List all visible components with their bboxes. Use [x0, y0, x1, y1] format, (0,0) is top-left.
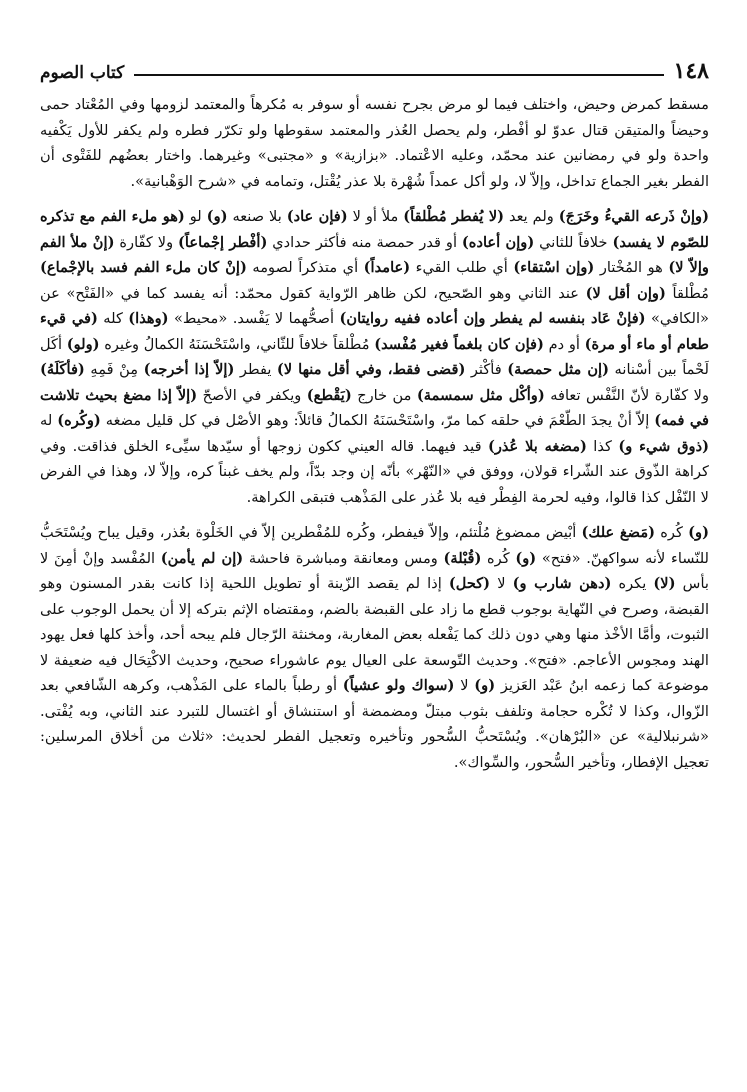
commentary-text: ملأ أو لا — [347, 208, 404, 225]
matn-text: (وإن أقل لا) — [585, 284, 666, 302]
header-rule — [134, 74, 663, 76]
commentary-text: أصحُّهما لا يَفْسد. «محيط» — [168, 310, 340, 327]
commentary-text: له — [40, 412, 58, 429]
commentary-text: من خارج — [351, 386, 417, 404]
commentary-text: هو المُخْتار — [594, 259, 669, 276]
commentary-text: كُره — [481, 549, 516, 567]
matn-text: (فإنْ عَاد بنفسه لم يفطر وإن أعاده ففيه روايتان) — [339, 310, 646, 327]
commentary-text: مُطْلقاً — [665, 284, 709, 302]
commentary-text: مُطْلقاً خلافاً للثّاني، واسْتَحْسَنَهُ الكمالُ وغيره — [99, 335, 375, 353]
matn-text: (مَضغ علك) — [581, 524, 656, 541]
matn-text: (وإنْ ذَرعه القيءُ وخَرَجَ) — [558, 208, 709, 225]
commentary-text: كُره — [655, 524, 689, 541]
matn-text: (إنْ ملأ الفم وإلاّ لا) — [40, 233, 709, 276]
matn-text: (كحل) — [448, 575, 491, 592]
matn-text: (فإن عاد) — [286, 208, 348, 225]
matn-text: (لا يُفطر مُطْلقاً) — [403, 208, 505, 225]
matn-text: (إنْ كان ملء الفم فسد بالإجْماع) — [40, 259, 247, 276]
page-number: ١٤٨ — [673, 58, 709, 84]
commentary-text: وحديث التّوسعة على العيال يوم عاشوراء صحيح، وحديث الاكْتِحَال فيه ضعيفة لا موضوعة كما زعمه ابنُ عَبْد العَزيز — [40, 651, 709, 694]
commentary-text: ومس ومعانقة ومباشرة فاحشة — [243, 549, 444, 567]
matn-text: (مضغه بلا عُذر) — [487, 437, 587, 455]
commentary-text: كذا — [586, 437, 619, 455]
matn-text: (دهن شارب و) — [512, 575, 612, 592]
matn-text: (يَقْطع) — [306, 386, 352, 404]
matn-text: (و) — [474, 677, 496, 694]
commentary-text: المُفْسد وإنْ أمِنَ لا بأس — [40, 549, 709, 592]
commentary-text: ولم يعد — [504, 208, 559, 225]
commentary-text: أو دم — [543, 335, 585, 353]
matn-text: (وأكْل مثل سمسمة) — [416, 386, 545, 404]
commentary-text: لا — [454, 677, 475, 694]
commentary-text: إلاّ أنْ يجدَ الطّعْمَ في حلقه كما مرّ، واسْتَحْسَنَهُ الكمالُ قائلاً: وهو الأصْل في كل قليل مضغه — [100, 412, 655, 429]
paragraph — [40, 520, 709, 775]
commentary-text: مسقط كمرض وحيض، واختلف فيما لو مرض بجرح نفسه أو سوفر به مُكرهاً والمعتمد لزومها وفي المُعْتاد حمى وحيضاً والمتيقن قتال عدوّ لو أفْطر، ولم يحصل العُذر والمعتمد سقوطها ولو تكرّر فطره ولم يكفر للأول يَكْفيه واحدة ولو في رمضانين عند محمّد، وعليه الاعْتماد. «بزازية» و «مجتبى» وغيرهما. واختار بعضُهم للفَتْوى أن الفطر بغير الجماع تداخل، وإلاّ لا، ولو أكل عمداً شُهْرة بلا عذر يُقْتل، وتمامه في «شرح الوَهْبانية». — [40, 96, 709, 190]
matn-text: (في قيء طعام أو ماء أو مرة) — [40, 310, 709, 353]
commentary-text: أي طلب القيء — [410, 259, 514, 276]
commentary-text: أبْيض ممضوغ مُلْتئم، وإلاّ فيفطر، وكُره للمُفْطرين إلاّ في الخَلْوة بعُذر، وقيل يباح ويُسْتَحَبُّ للنّساء لأنه سواكهنّ. «فتح» — [40, 524, 709, 567]
matn-text: (هو ملء الفم مع تذكره للصّوم لا يفسد) — [40, 208, 709, 251]
matn-text: (وهذا) — [128, 310, 169, 327]
matn-text: (ولو) — [66, 335, 100, 353]
commentary-text: أكَل لَحْماً بين أسْنانه — [40, 335, 709, 378]
matn-text: (أفْطر إجْماعاً) — [178, 233, 268, 251]
commentary-text: يفطر — [234, 361, 277, 378]
matn-text: (وإن أعاده) — [461, 233, 535, 251]
matn-text: (قضى فقط، وفي أقل منها لا) — [276, 361, 466, 378]
page-header — [40, 52, 709, 82]
matn-text: (و) — [688, 524, 710, 541]
matn-text: (و) — [515, 549, 537, 567]
matn-text: (و) — [206, 208, 228, 225]
matn-text: (عامداً) — [363, 259, 411, 276]
commentary-text: أي متذكراً لصومه — [246, 259, 364, 276]
matn-text: (فإن كان بلغماً فغير مُفْسد) — [374, 335, 544, 353]
commentary-text: مِنْ فَمِهِ — [84, 361, 144, 378]
commentary-text: قيد فيهما. قاله العيني ككون زوجها أو سيّدها سيِّىء الخلق فذاقت. وفي كراهة الذّوق عند الشّراء قولان، ووفق في «النّهْر» بأنّه إن وجد بدّاً، ولم يخف غبناً كره، وإلاّ لا، وهذا في الفرض لا النّفْل كذا قالوا، وفيه لحرمة الفِطْر فيه بلا عُذر على المَذْهب فتبقى الكراهة. — [40, 437, 709, 506]
matn-text: (إلاّ إذا أخرجه) — [143, 361, 235, 378]
matn-text: (ذوق شيء و) — [618, 437, 709, 455]
commentary-text: أو قدر حمصة منه فأكثر حدادي — [267, 233, 462, 251]
matn-text: (سواك ولو عشياً) — [342, 677, 455, 694]
commentary-text: ولا كفّارة — [114, 233, 179, 251]
commentary-text: يكره — [611, 575, 654, 592]
matn-text: (قُبْلة) — [443, 549, 482, 567]
commentary-text: أو رطباً بالماء على المَذْهب، وكرهه الشّافعي بعد الزّوال، وكذا لا تُكْره حجامة وتلفف بثوب مبتلّ ومضمضة أو استنشاق أو اغتسال للتبرد عند الثاني، وبه يُفْتى. «شرنبلالية» عن «البُرْهان». ويُسْتَحبُّ السُّحور وتأخيره وتعجيل الفطر لحديث: «ثلاث من أخلاق المرسلين: تعجيل الإفطار، وتأخير السُّحور، والسِّواك». — [40, 677, 709, 771]
matn-text: (لا) — [653, 575, 676, 592]
matn-text: (فأكَلَهُ) — [40, 361, 85, 378]
commentary-text: فأكْثر — [465, 361, 508, 378]
matn-text: (إن لم يأمن) — [160, 549, 244, 567]
matn-text: (وإن اسْتقاء) — [513, 259, 595, 276]
commentary-text: خلافاً للثاني — [534, 233, 613, 251]
commentary-text: كله — [97, 310, 129, 327]
commentary-text: عند الثاني وهو الصّحيح، لكن ظاهر الرّواية كقول محمّد: أنه يفسد كما في «الفَتْح» عن «الكافي» — [40, 284, 709, 327]
commentary-text: ولا كفّارة لأنّ النَّفْس تعافه — [544, 386, 709, 404]
running-title: كتاب الصوم — [40, 63, 125, 83]
paragraph — [40, 204, 709, 510]
commentary-text: لو — [184, 208, 207, 225]
commentary-text: ويكفر في الأصحّ — [197, 386, 307, 404]
paragraph — [40, 92, 709, 194]
matn-text: (إن مثل حمصة) — [507, 361, 610, 378]
matn-text: (وكُره) — [57, 412, 101, 429]
page-body — [40, 92, 709, 775]
commentary-text: لا — [490, 575, 513, 592]
matn-text: (إلاّ إذا مضغ بحيث تلاشت في فمه) — [40, 386, 710, 429]
commentary-text: إذا لم يقصد الزّينة أو تطويل اللحية إذا كانت بقدر المسنون وهو القبضة، وصرح في النّهاية بوجوب قطع ما زاد على القبضة بالضم، ومقتضاه الإثم بتركه إلا أن يحمل الوجوب على الثبوت، وأمَّا الأخْذ منها وهي دون ذلك كما يَفْعله بعض المغاربة، ومخنثة الرّجال فلم يبحه أحد، وأخذ كلها فعل يهود الهند ومجوس الأعاجم. «فتح». — [40, 575, 709, 669]
commentary-text: بلا صنعه — [227, 208, 287, 225]
